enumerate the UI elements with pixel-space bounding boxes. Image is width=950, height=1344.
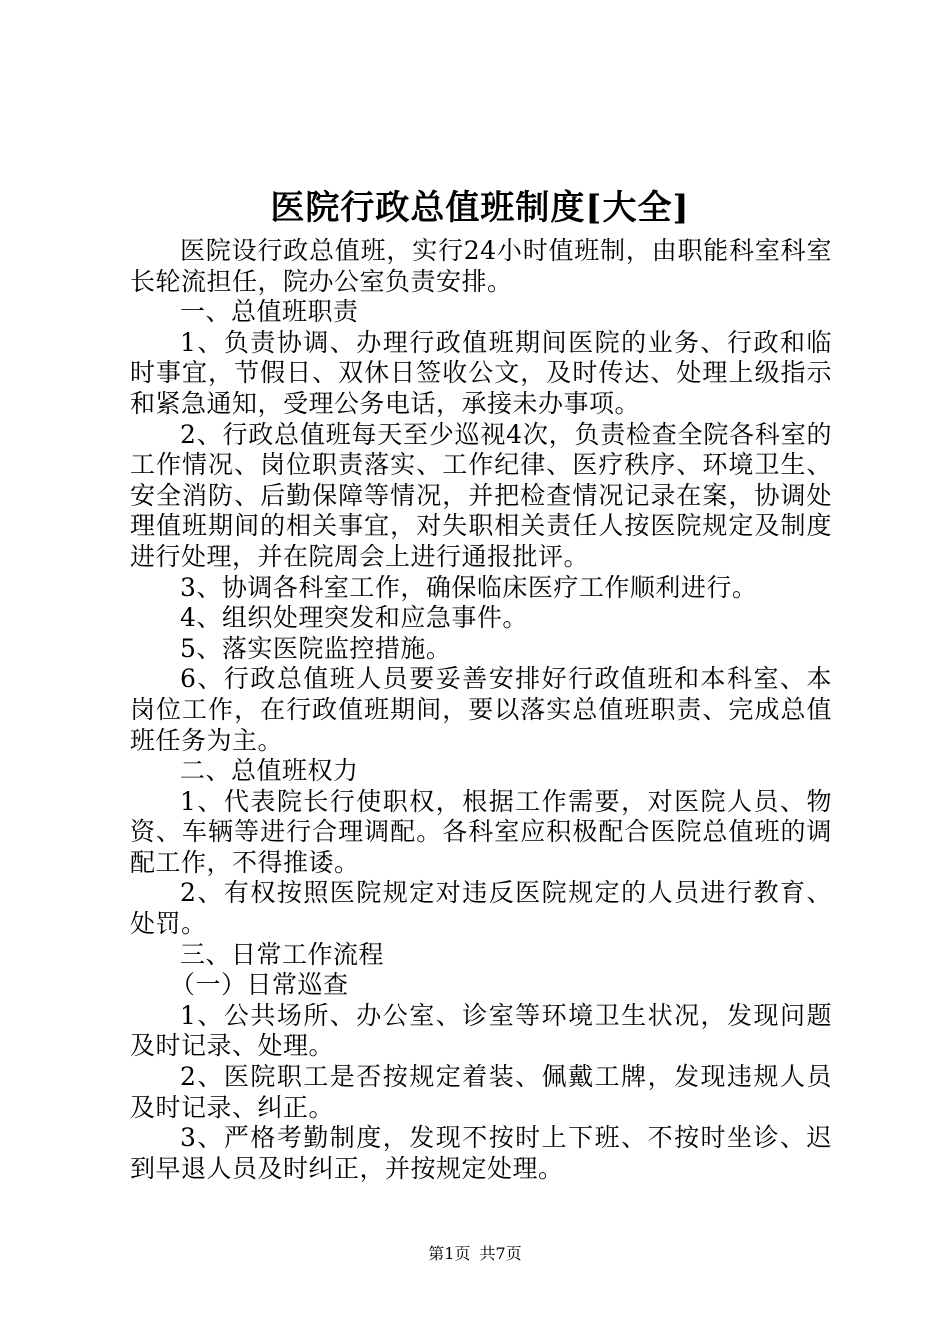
section-heading-workflow: 三、日常工作流程: [180, 939, 385, 969]
duty-item-3: 3、协调各科室工作，确保临床医疗工作顺利进行。: [180, 572, 758, 602]
power-item-1: 1、代表院长行使职权，根据工作需要，对医院人员、物资、车辆等进行合理调配。各科室应积极配合医院总值班的调配工作，不得推诿。: [130, 786, 832, 877]
inspection-item-1: 1、公共场所、办公室、诊室等环境卫生状况，发现问题及时记录、处理。: [130, 1000, 832, 1061]
section-heading-duties: 一、总值班职责: [180, 297, 359, 327]
section-heading-powers: 二、总值班权力: [180, 756, 359, 786]
document-body: [130, 236, 832, 1184]
inspection-item-2: 2、医院职工是否按规定着装、佩戴工牌，发现违规人员及时记录、纠正。: [130, 1062, 832, 1122]
inspection-item-3: 3、严格考勤制度，发现不按时上下班、不按时坐诊、迟到早退人员及时纠正，并按规定处理。: [130, 1123, 832, 1183]
subsection-heading-inspection: （一）日常巡查: [170, 970, 349, 1000]
page-number-footer: 第1页 共7页: [428, 1244, 522, 1263]
power-item-2: 2、有权按照医院规定对违反医院规定的人员进行教育、处罚。: [130, 878, 832, 939]
duty-item-2: 2、行政总值班每天至少巡视4次，负责检查全院各科室的工作情况、岗位职责落实、工作纪律、医疗秩序、环境卫生、安全消防、后勤保障等情况，并把检查情况记录在案，协调处理值班期间的相关事宜，对失职相关责任人按医院规定及制度进行处理，并在院周会上进行通报批评。: [130, 419, 832, 571]
duty-item-5: 5、落实医院监控措施。: [180, 633, 452, 663]
document-title: 医院行政总值班制度[大全]: [270, 188, 690, 228]
duty-item-6: 6、行政总值班人员要妥善安排好行政值班和本科室、本岗位工作，在行政值班期间，要以落实总值班职责、完成总值班任务为主。: [130, 664, 832, 755]
duty-item-4: 4、组织处理突发和应急事件。: [180, 603, 528, 633]
intro-paragraph: 医院设行政总值班，实行24小时值班制，由职能科室科室长轮流担任，院办公室负责安排。: [130, 236, 832, 296]
duty-item-1: 1、负责协调、办理行政值班期间医院的业务、行政和临时事宜，节假日、双休日签收公文，及时传达、处理上级指示和紧急通知，受理公务电话，承接未办事项。: [130, 327, 832, 418]
